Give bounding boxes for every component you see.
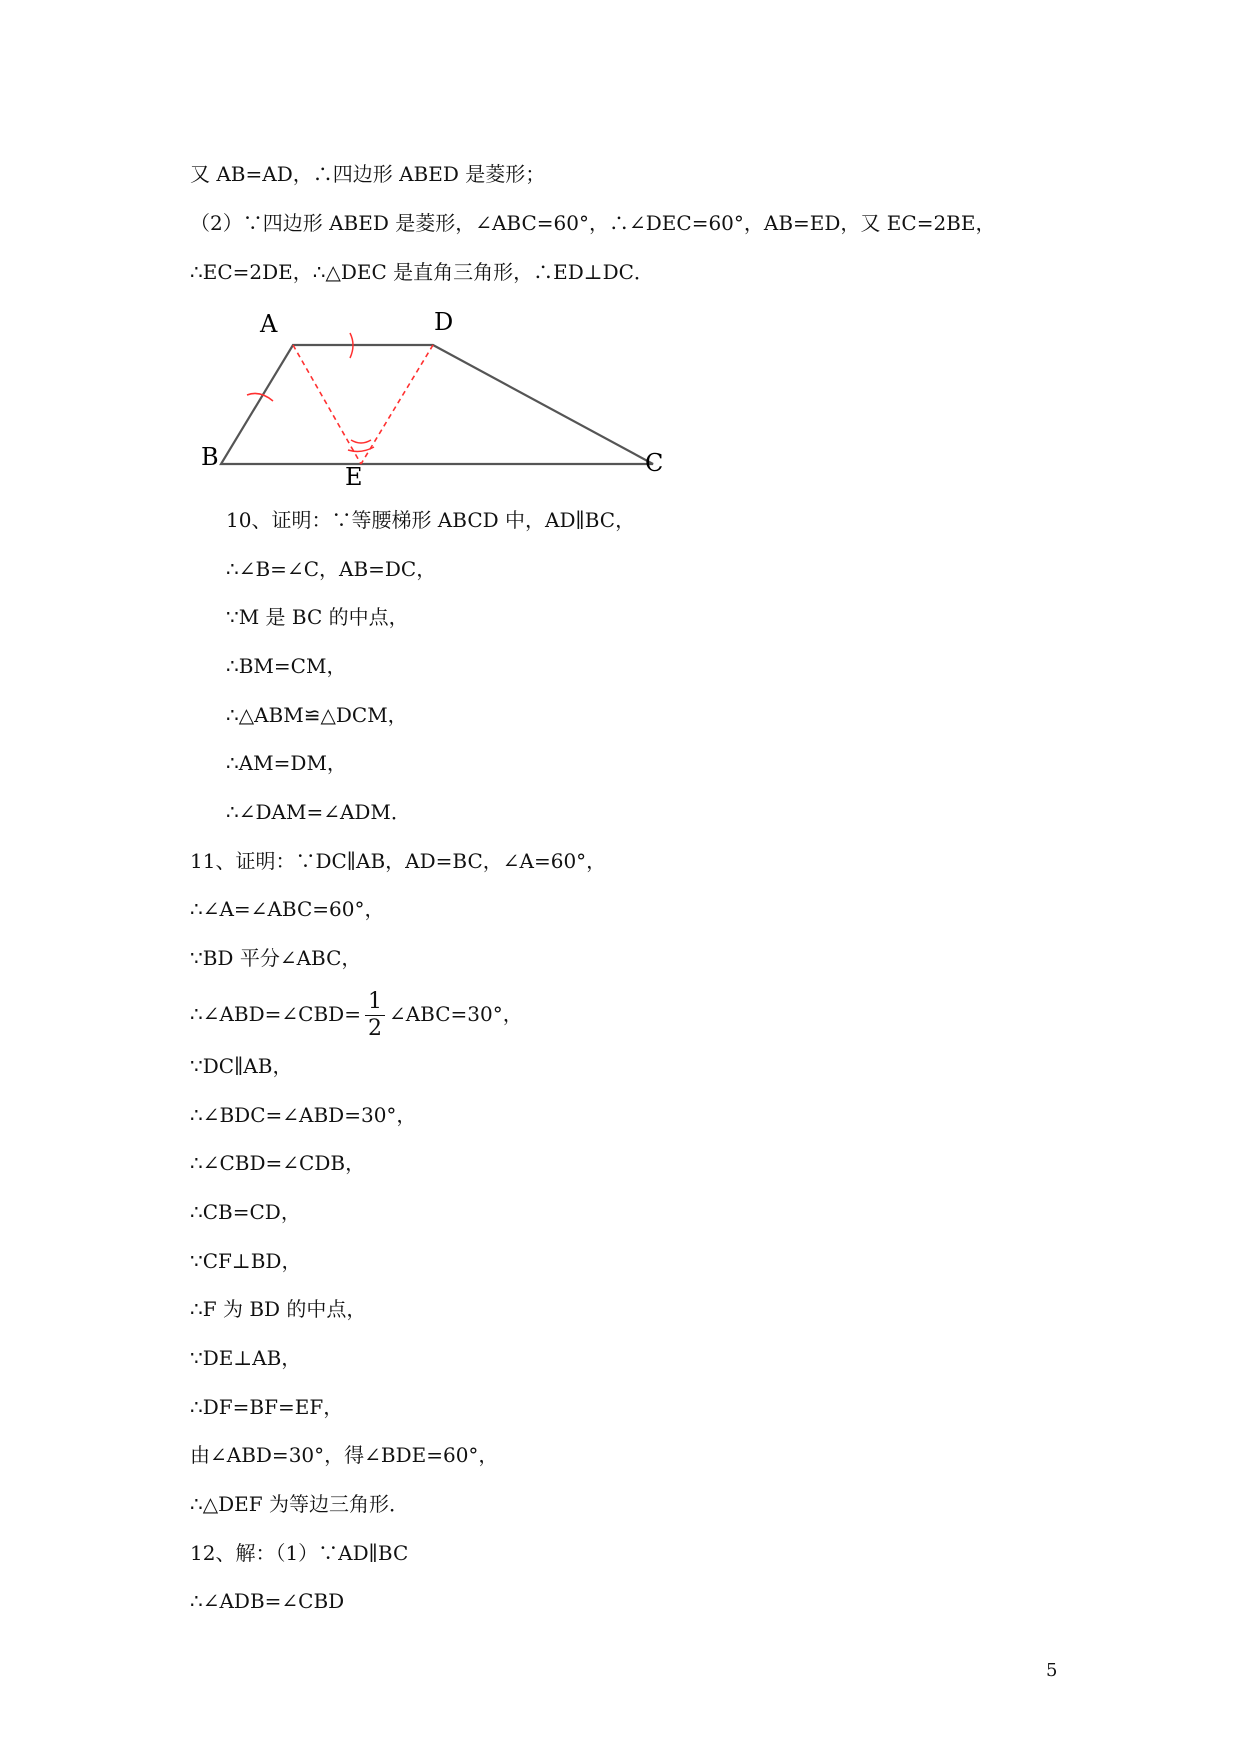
text-line: ∴CB=CD， (190, 1200, 301, 1224)
text-line: ∴EC=2DE，∴△DEC 是直角三角形，∴ED⊥DC． (190, 260, 654, 284)
text-line: ∴△DEF 为等边三角形． (190, 1492, 409, 1516)
text-line: ∵M 是 BC 的中点， (226, 605, 409, 629)
text-line: ∵CF⊥BD， (190, 1249, 302, 1273)
construction-line-de (361, 345, 433, 464)
text-line: 11、证明：∵DC∥AB，AD=BC，∠A=60°， (190, 849, 607, 873)
trapezoid-figure (190, 300, 700, 485)
fraction-prefix: ∴∠ABD=∠CBD= (190, 1002, 361, 1026)
text-line: 10、证明：∵等腰梯形 ABCD 中，AD∥BC， (226, 508, 636, 532)
text-line: ∵BD 平分∠ABC， (190, 946, 362, 970)
vertex-label-a: A (260, 310, 278, 338)
page-number: 5 (1046, 1660, 1058, 1681)
fraction-numerator: 1 (365, 989, 385, 1016)
text-line: ∴∠DAM=∠ADM． (226, 800, 411, 824)
text-line: ∴∠B=∠C，AB=DC， (226, 557, 437, 581)
text-line: ∴∠BDC=∠ABD=30°， (190, 1103, 417, 1127)
text-line: 又 AB=AD，∴四边形 ABED 是菱形； (190, 162, 546, 186)
vertex-label-b: B (201, 443, 219, 471)
vertex-label-e: E (345, 463, 363, 485)
text-line: ∴BM=CM， (226, 654, 347, 678)
fraction-suffix: ∠ABC=30°， (388, 1002, 523, 1026)
text-line: ∵DE⊥AB， (190, 1346, 302, 1370)
text-line: 12、解：（1）∵AD∥BC (190, 1541, 409, 1565)
vertex-label-c: C (645, 449, 664, 477)
fraction-one-half (365, 989, 385, 1042)
vertex-label-d: D (434, 308, 454, 336)
construction-line-ae (293, 345, 361, 464)
text-line: 由∠ABD=30°，得∠BDE=60°， (190, 1443, 499, 1467)
text-line: ∴F 为 BD 的中点， (190, 1297, 367, 1321)
text-line: ∴DF=BF=EF， (190, 1395, 344, 1419)
trapezoid-outline (221, 345, 653, 464)
text-line: （2）∵四边形 ABED 是菱形，∠ABC=60°，∴∠DEC=60°，AB=ED，又 EC=2BE， (190, 211, 996, 235)
text-line: ∴∠A=∠ABC=60°， (190, 897, 385, 921)
text-line: ∵DC∥AB， (190, 1054, 293, 1078)
fraction-line (190, 984, 523, 1044)
text-line: ∴∠CBD=∠CDB， (190, 1151, 366, 1175)
text-line: ∴∠ADB=∠CBD (190, 1589, 345, 1613)
text-line: ∴△ABM≌△DCM， (226, 703, 408, 727)
text-line: ∴AM=DM， (226, 751, 347, 775)
arc-mark-e2 (351, 440, 371, 443)
fraction-denominator: 2 (367, 1016, 382, 1041)
